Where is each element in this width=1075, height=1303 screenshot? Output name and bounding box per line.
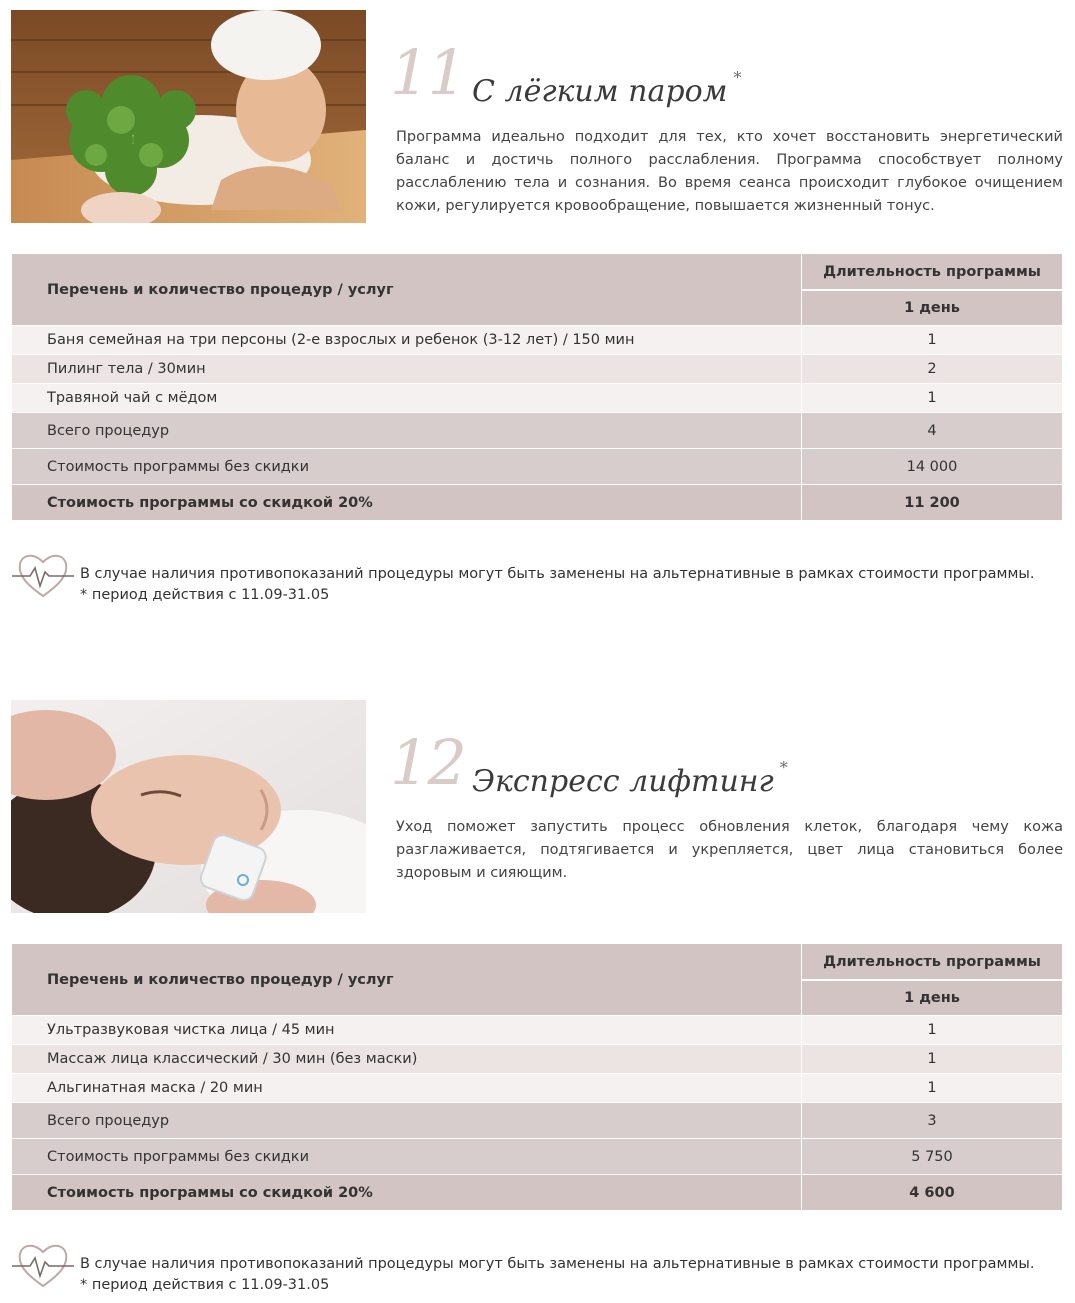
price-label: Стоимость программы без скидки bbox=[12, 1139, 802, 1175]
service-name: Пилинг тела / 30мин bbox=[12, 355, 802, 384]
total-value: 3 bbox=[802, 1103, 1063, 1139]
table-row bbox=[12, 1016, 1063, 1045]
price-row bbox=[12, 449, 1063, 485]
discount-row bbox=[12, 485, 1063, 521]
header-day: 1 день bbox=[802, 290, 1063, 326]
program-table bbox=[11, 943, 1063, 1211]
program-description: Программа идеально подходит для тех, кто хочет восстановить энергетический баланс и достичь полного расслабления. Программа способствует полному расслаблению тела и сознания. Во время сеанса происходит глубокое очищением кожи, регулируется кровообращение, повышается жизненный тонус. bbox=[396, 129, 1063, 214]
table-row bbox=[12, 355, 1063, 384]
service-count: 1 bbox=[802, 384, 1063, 413]
note-contraindications: В случае наличия противопоказаний процедуры могут быть заменены на альтернативные в рамках стоимости программы. bbox=[80, 1256, 1035, 1272]
header-day: 1 день bbox=[802, 980, 1063, 1016]
facial-photo bbox=[11, 700, 366, 913]
price-value: 14 000 bbox=[802, 449, 1063, 485]
note-block bbox=[80, 1254, 1034, 1296]
header-duration: Длительность программы bbox=[802, 944, 1063, 981]
program-table bbox=[11, 253, 1063, 521]
discount-row bbox=[12, 1175, 1063, 1211]
program-title bbox=[472, 760, 788, 797]
title-asterisk: * bbox=[779, 758, 788, 777]
program-title bbox=[472, 70, 742, 107]
title-asterisk: * bbox=[733, 68, 742, 87]
program-title-text: С лёгким паром bbox=[472, 74, 728, 109]
price-value: 5 750 bbox=[802, 1139, 1063, 1175]
program-number: 12 bbox=[390, 726, 465, 799]
note-block bbox=[80, 564, 1034, 606]
sauna-photo bbox=[11, 10, 366, 223]
discount-value: 11 200 bbox=[802, 485, 1063, 521]
table-row bbox=[12, 326, 1063, 355]
service-name: Травяной чай с мёдом bbox=[12, 384, 802, 413]
service-count: 1 bbox=[802, 1074, 1063, 1103]
service-name: Массаж лица классический / 30 мин (без маски) bbox=[12, 1045, 802, 1074]
note-period: * период действия с 11.09-31.05 bbox=[80, 587, 330, 603]
service-name: Ультразвуковая чистка лица / 45 мин bbox=[12, 1016, 802, 1045]
header-duration: Длительность программы bbox=[802, 254, 1063, 291]
table-row bbox=[12, 1074, 1063, 1103]
note-period: * период действия с 11.09-31.05 bbox=[80, 1277, 330, 1293]
service-name: Альгинатная маска / 20 мин bbox=[12, 1074, 802, 1103]
service-name: Баня семейная на три персоны (2-е взрослых и ребенок (3-12 лет) / 150 мин bbox=[12, 326, 802, 355]
total-value: 4 bbox=[802, 413, 1063, 449]
table-row bbox=[12, 384, 1063, 413]
heart-pulse-icon bbox=[12, 1238, 74, 1290]
total-label: Всего процедур bbox=[12, 1103, 802, 1139]
program-description: Уход поможет запустить процесс обновления клеток, благодаря чему кожа разглаживается, подтягивается и укрепляется, цвет лица становиться более здоровым и сияющим. bbox=[396, 819, 1063, 881]
discount-value: 4 600 bbox=[802, 1175, 1063, 1211]
program-title-text: Экспресс лифтинг bbox=[472, 764, 774, 799]
price-row bbox=[12, 1139, 1063, 1175]
program-number: 11 bbox=[390, 36, 465, 109]
total-label: Всего процедур bbox=[12, 413, 802, 449]
header-services: Перечень и количество процедур / услуг bbox=[12, 254, 802, 326]
total-row bbox=[12, 1103, 1063, 1139]
service-count: 1 bbox=[802, 1016, 1063, 1045]
table-row bbox=[12, 1045, 1063, 1074]
note-contraindications: В случае наличия противопоказаний процедуры могут быть заменены на альтернативные в рамках стоимости программы. bbox=[80, 566, 1035, 582]
price-label: Стоимость программы без скидки bbox=[12, 449, 802, 485]
service-count: 2 bbox=[802, 355, 1063, 384]
discount-label: Стоимость программы со скидкой 20% bbox=[12, 1175, 802, 1211]
total-row bbox=[12, 413, 1063, 449]
service-count: 1 bbox=[802, 326, 1063, 355]
discount-label: Стоимость программы со скидкой 20% bbox=[12, 485, 802, 521]
service-count: 1 bbox=[802, 1045, 1063, 1074]
header-services: Перечень и количество процедур / услуг bbox=[12, 944, 802, 1016]
heart-pulse-icon bbox=[12, 548, 74, 600]
